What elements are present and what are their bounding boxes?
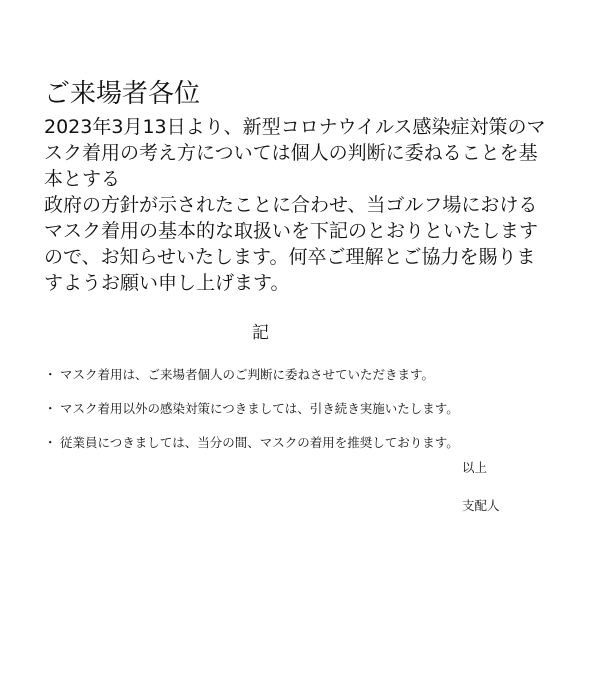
- ki-marker: 記: [252, 323, 269, 343]
- notice-intro: [44, 114, 574, 296]
- intro-line: マスク着用の基本的な取扱いを下記のとおりといたします: [44, 220, 539, 242]
- bullet-mark: ・: [44, 367, 57, 382]
- intro-line: 2023年3月13日より、新型コロナウイルス感染症対策のマ: [44, 116, 546, 138]
- notice-heading: ご来場者各位: [44, 79, 201, 109]
- list-item: [44, 401, 459, 417]
- list-item-text: マスク着用以外の感染対策につきましては、引き続き実施いたします。: [60, 401, 459, 416]
- intro-line: 政府の方針が示されたことに合わせ、当ゴルフ場における: [44, 194, 538, 216]
- intro-line: ので、お知らせいたします。何卒ご理解とご協力を賜りま: [44, 246, 536, 268]
- list-item-text: マスク着用は、ご来場者個人のご判断に委ねさせていただきます。: [60, 367, 435, 382]
- list-item: [44, 435, 459, 451]
- signer-title: 支配人: [462, 498, 500, 513]
- bullet-mark: ・: [44, 435, 57, 450]
- list-item-text: 従業員につきましては、当分の間、マスクの着用を推奨しております。: [60, 435, 459, 450]
- list-item: [44, 367, 459, 383]
- intro-line: スク着用の考え方については個人の判断に委ねることを基: [44, 142, 538, 164]
- notice-item-list: [44, 367, 459, 469]
- bullet-mark: ・: [44, 401, 57, 416]
- intro-line: すようお願い申し上げます。: [44, 272, 290, 294]
- closing-mark: 以上: [462, 460, 488, 475]
- intro-line: 本とする: [44, 168, 121, 190]
